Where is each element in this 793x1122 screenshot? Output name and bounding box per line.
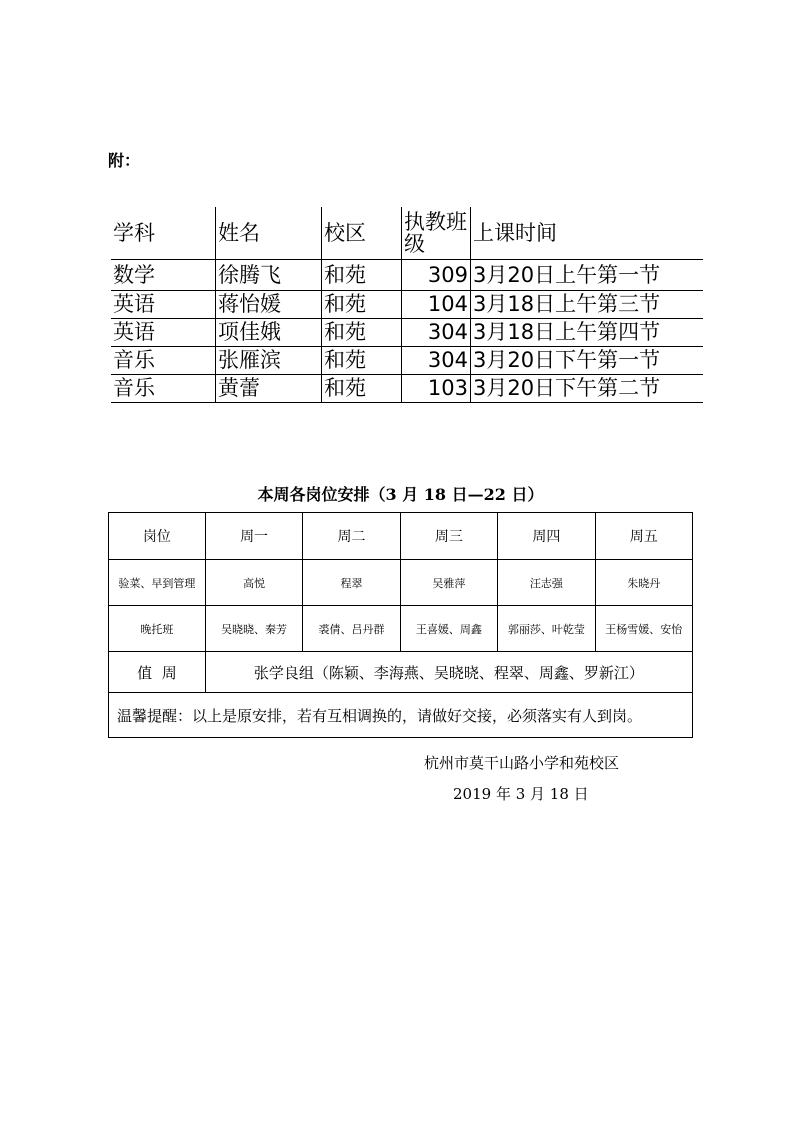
cell-name: 蒋怡媛 xyxy=(216,291,322,319)
cell-campus: 和苑 xyxy=(322,291,402,319)
cell-class: 104 xyxy=(402,291,471,319)
cell-subject: 英语 xyxy=(111,291,216,319)
schedule-cell: 郭丽莎、叶乾莹 xyxy=(498,606,595,652)
table-row xyxy=(111,347,703,375)
cell-campus: 和苑 xyxy=(322,260,402,291)
note-row xyxy=(109,693,693,738)
schedule-header-post: 岗位 xyxy=(109,513,206,560)
cell-class: 103 xyxy=(402,375,471,403)
table-row xyxy=(109,606,693,652)
attachment-label: 附： xyxy=(108,151,141,170)
schedule-header-tuesday: 周二 xyxy=(303,513,400,560)
cell-subject: 音乐 xyxy=(111,347,216,375)
schedule-cell: 王喜媛、周鑫 xyxy=(400,606,497,652)
cell-subject: 英语 xyxy=(111,319,216,347)
cell-name: 黄蕾 xyxy=(216,375,322,403)
schedule-cell: 晚托班 xyxy=(109,606,206,652)
table-row xyxy=(111,260,703,291)
cell-name: 张雁滨 xyxy=(216,347,322,375)
header-class: 执教班级 xyxy=(402,207,471,260)
cell-time: 3月18日上午第三节 xyxy=(471,291,704,319)
cell-class: 309 xyxy=(402,260,471,291)
schedule-cell: 王杨雪媛、安怡 xyxy=(595,606,692,652)
schedule-header-thursday: 周四 xyxy=(498,513,595,560)
cell-class: 304 xyxy=(402,347,471,375)
schedule-cell: 汪志强 xyxy=(498,560,595,606)
cell-subject: 数学 xyxy=(111,260,216,291)
header-subject: 学科 xyxy=(111,207,216,260)
teaching-table xyxy=(111,207,703,403)
table-row xyxy=(109,560,693,606)
schedule-header-wednesday: 周三 xyxy=(400,513,497,560)
table-row xyxy=(111,291,703,319)
cell-time: 3月20日上午第一节 xyxy=(471,260,704,291)
schedule-cell: 裘倩、吕丹群 xyxy=(303,606,400,652)
schedule-cell: 吴晓晓、秦芳 xyxy=(205,606,302,652)
cell-class: 304 xyxy=(402,319,471,347)
cell-campus: 和苑 xyxy=(322,375,402,403)
duty-row xyxy=(109,652,693,693)
cell-time: 3月18日上午第四节 xyxy=(471,319,704,347)
signature-date: 2019 年 3 月 18 日 xyxy=(453,785,589,803)
duty-label: 值 周 xyxy=(109,652,206,693)
table-row xyxy=(111,375,703,403)
cell-time: 3月20日下午第一节 xyxy=(471,347,704,375)
cell-campus: 和苑 xyxy=(322,347,402,375)
teaching-table-header xyxy=(111,207,703,260)
schedule-table xyxy=(108,512,693,738)
cell-name: 徐腾飞 xyxy=(216,260,322,291)
schedule-cell: 吴雅萍 xyxy=(400,560,497,606)
schedule-header-monday: 周一 xyxy=(205,513,302,560)
schedule-cell: 高悦 xyxy=(205,560,302,606)
header-name: 姓名 xyxy=(216,207,322,260)
cell-time: 3月20日下午第二节 xyxy=(471,375,704,403)
schedule-header-friday: 周五 xyxy=(595,513,692,560)
duty-value: 张学良组（陈颖、李海燕、吴晓晓、程翠、周鑫、罗新江） xyxy=(205,652,692,693)
schedule-title: 本周各岗位安排（3 月 18 日—22 日） xyxy=(257,485,544,504)
header-campus: 校区 xyxy=(322,207,402,260)
header-time: 上课时间 xyxy=(471,207,704,260)
schedule-cell: 程翠 xyxy=(303,560,400,606)
cell-name: 项佳娥 xyxy=(216,319,322,347)
schedule-cell: 朱晓丹 xyxy=(595,560,692,606)
cell-campus: 和苑 xyxy=(322,319,402,347)
reminder-note: 温馨提醒：以上是原安排，若有互相调换的，请做好交接，必须落实有人到岗。 xyxy=(109,693,693,738)
signature-organization: 杭州市莫干山路小学和苑校区 xyxy=(424,754,620,772)
cell-subject: 音乐 xyxy=(111,375,216,403)
schedule-header-row xyxy=(109,513,693,560)
table-row xyxy=(111,319,703,347)
schedule-cell: 验菜、早到管理 xyxy=(109,560,206,606)
